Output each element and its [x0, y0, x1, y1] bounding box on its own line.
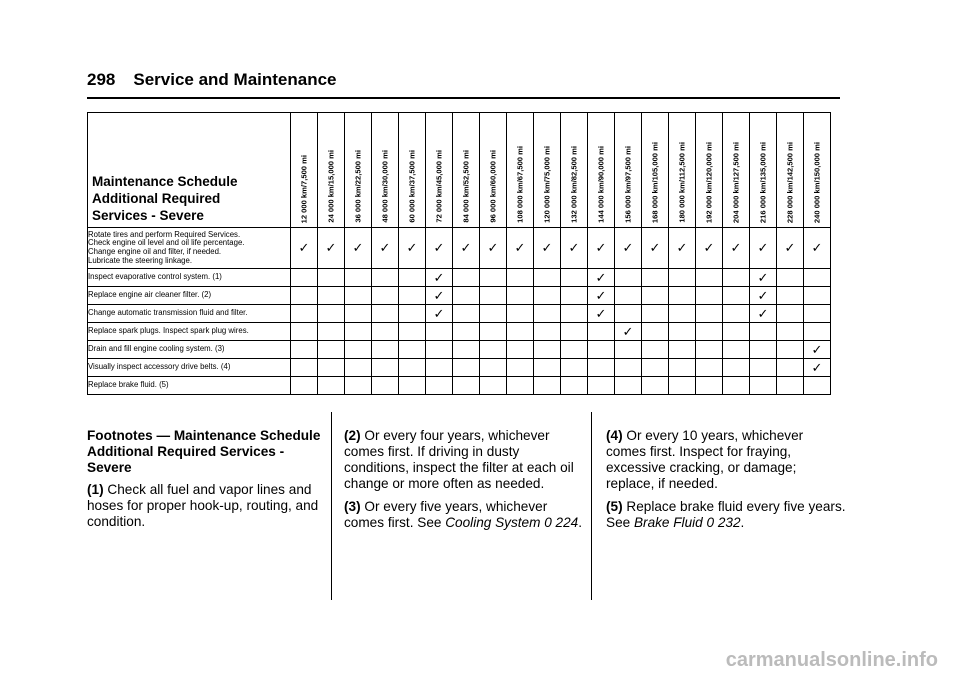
schedule-cell — [561, 341, 588, 359]
schedule-cell — [669, 359, 696, 377]
interval-header — [723, 113, 750, 228]
interval-label: 168 000 km/105,000 mi — [650, 141, 660, 223]
check-mark-icon: ✓ — [595, 269, 607, 285]
schedule-cell — [507, 359, 534, 377]
check-mark-icon: ✓ — [595, 305, 607, 321]
schedule-cell — [615, 377, 642, 395]
schedule-cell — [372, 359, 399, 377]
brake-fluid-link[interactable]: Brake Fluid — [633, 515, 703, 530]
interval-label: 36 000 km/22,500 mi — [353, 150, 363, 223]
schedule-cell — [615, 359, 642, 377]
schedule-cell — [777, 228, 804, 269]
schedule-cell — [561, 269, 588, 287]
page-header — [87, 70, 337, 90]
schedule-cell — [696, 377, 723, 395]
schedule-cell — [642, 341, 669, 359]
check-mark-icon: ✓ — [622, 323, 634, 339]
check-mark-icon: ✓ — [541, 240, 553, 255]
schedule-cell — [453, 228, 480, 269]
schedule-cell — [723, 305, 750, 323]
schedule-cell — [507, 305, 534, 323]
service-description — [88, 305, 291, 323]
page-number: 298 — [87, 70, 116, 89]
schedule-cell — [480, 287, 507, 305]
check-mark-icon: ✓ — [730, 240, 742, 255]
schedule-cell — [534, 287, 561, 305]
schedule-cell — [480, 323, 507, 341]
schedule-cell — [615, 228, 642, 269]
schedule-cell — [291, 305, 318, 323]
interval-header — [777, 113, 804, 228]
schedule-cell — [372, 269, 399, 287]
check-mark-icon: ✓ — [622, 240, 634, 255]
schedule-cell — [318, 287, 345, 305]
schedule-cell — [453, 341, 480, 359]
interval-header — [318, 113, 345, 228]
schedule-cell — [669, 377, 696, 395]
schedule-cell — [372, 228, 399, 269]
schedule-cell — [777, 269, 804, 287]
service-line: Visually inspect accessory drive belts. (4) — [88, 362, 231, 372]
schedule-cell — [588, 287, 615, 305]
schedule-cell — [777, 359, 804, 377]
footnote-2 — [344, 428, 584, 492]
check-mark-icon: ✓ — [433, 287, 445, 303]
table-title — [88, 113, 291, 228]
schedule-cell — [534, 269, 561, 287]
schedule-cell — [804, 269, 831, 287]
schedule-cell — [534, 305, 561, 323]
footnotes-column-2 — [344, 428, 584, 538]
schedule-cell — [750, 269, 777, 287]
page-reference[interactable]: 0 232 — [702, 515, 741, 530]
schedule-cell — [561, 359, 588, 377]
interval-header — [804, 113, 831, 228]
schedule-cell — [561, 228, 588, 269]
check-mark-icon: ✓ — [811, 240, 823, 255]
schedule-cell — [642, 287, 669, 305]
schedule-cell — [291, 269, 318, 287]
schedule-cell — [534, 228, 561, 269]
interval-label: 96 000 km/60,000 mi — [488, 150, 498, 223]
schedule-cell — [588, 323, 615, 341]
interval-label: 84 000 km/52,500 mi — [461, 150, 471, 223]
schedule-cell — [804, 228, 831, 269]
footnote-text: Or every 10 years, whichever comes first. Inspect for fraying, excessive cracking, or damage; replace, if needed. — [606, 428, 804, 491]
check-mark-icon: ✓ — [703, 240, 715, 255]
schedule-cell — [615, 305, 642, 323]
footnote-number: (1) — [87, 482, 104, 497]
schedule-cell — [345, 359, 372, 377]
schedule-cell — [507, 377, 534, 395]
schedule-cell — [426, 228, 453, 269]
table-row — [88, 228, 831, 269]
schedule-cell — [318, 377, 345, 395]
check-mark-icon: ✓ — [352, 240, 364, 255]
table-title-line: Maintenance Schedule — [92, 174, 238, 189]
schedule-cell — [399, 323, 426, 341]
service-line: Change engine oil and filter, if needed. — [88, 247, 222, 256]
schedule-cell — [480, 341, 507, 359]
section-title: Service and Maintenance — [133, 70, 337, 89]
service-line: Replace brake fluid. (5) — [88, 380, 169, 390]
footnote-3: (3) Or every five years, whichever comes first. See Cooling System 0 224. — [344, 499, 583, 530]
interval-header — [399, 113, 426, 228]
check-mark-icon: ✓ — [406, 240, 418, 255]
interval-label: 180 000 km/112,500 mi — [677, 142, 687, 223]
schedule-cell — [723, 323, 750, 341]
schedule-cell — [291, 377, 318, 395]
schedule-cell — [426, 323, 453, 341]
header-rule — [87, 97, 840, 99]
schedule-cell — [453, 305, 480, 323]
schedule-cell — [399, 269, 426, 287]
footnotes-column-1 — [87, 428, 327, 537]
schedule-cell — [750, 359, 777, 377]
schedule-cell — [723, 269, 750, 287]
schedule-cell — [615, 269, 642, 287]
check-mark-icon: ✓ — [433, 240, 445, 255]
schedule-cell — [318, 323, 345, 341]
schedule-cell — [669, 287, 696, 305]
interval-header — [696, 113, 723, 228]
schedule-cell — [777, 323, 804, 341]
service-line: Drain and fill engine cooling system. (3) — [88, 344, 225, 354]
table-row — [88, 269, 831, 287]
schedule-cell — [777, 287, 804, 305]
table-row — [88, 341, 831, 359]
schedule-cell — [372, 341, 399, 359]
service-description — [88, 377, 291, 395]
schedule-cell — [318, 269, 345, 287]
interval-header — [291, 113, 318, 228]
check-mark-icon: ✓ — [649, 240, 661, 255]
schedule-cell — [723, 341, 750, 359]
interval-header — [426, 113, 453, 228]
interval-header — [453, 113, 480, 228]
schedule-cell — [615, 341, 642, 359]
schedule-cell — [750, 305, 777, 323]
schedule-cell — [642, 377, 669, 395]
interval-header — [750, 113, 777, 228]
schedule-cell — [750, 287, 777, 305]
table-row — [88, 305, 831, 323]
service-line: Replace spark plugs. Inspect spark plug wires. — [88, 326, 249, 336]
schedule-cell — [588, 228, 615, 269]
schedule-cell — [507, 323, 534, 341]
interval-label: 132 000 km/82,500 mi — [569, 146, 579, 223]
schedule-cell — [804, 359, 831, 377]
schedule-cell — [345, 228, 372, 269]
schedule-cell — [345, 287, 372, 305]
check-mark-icon: ✓ — [811, 341, 823, 357]
interval-header — [372, 113, 399, 228]
schedule-cell — [615, 323, 642, 341]
interval-label: 48 000 km/30,000 mi — [380, 150, 390, 223]
footnotes-title: Footnotes — Maintenance Schedule Additional Required Services - Severe — [87, 428, 321, 475]
check-mark-icon: ✓ — [568, 240, 580, 255]
interval-header — [561, 113, 588, 228]
check-mark-icon: ✓ — [325, 240, 337, 255]
schedule-cell — [588, 359, 615, 377]
cooling-system-link[interactable]: Cooling System — [445, 515, 541, 530]
check-mark-icon: ✓ — [514, 240, 526, 255]
schedule-cell — [804, 287, 831, 305]
interval-header — [345, 113, 372, 228]
schedule-cell — [291, 287, 318, 305]
schedule-cell — [669, 341, 696, 359]
schedule-cell — [696, 269, 723, 287]
schedule-cell — [345, 269, 372, 287]
table-row — [88, 287, 831, 305]
check-mark-icon: ✓ — [460, 240, 472, 255]
schedule-cell — [588, 377, 615, 395]
schedule-cell — [561, 323, 588, 341]
schedule-cell — [453, 323, 480, 341]
schedule-cell — [615, 287, 642, 305]
check-mark-icon: ✓ — [433, 269, 445, 285]
schedule-cell — [642, 359, 669, 377]
check-mark-icon: ✓ — [757, 240, 769, 255]
schedule-cell — [696, 287, 723, 305]
schedule-cell — [426, 341, 453, 359]
check-mark-icon: ✓ — [757, 287, 769, 303]
schedule-cell — [696, 305, 723, 323]
service-description — [88, 359, 291, 377]
schedule-cell — [507, 287, 534, 305]
interval-label: 216 000 km/135,000 mi — [758, 141, 768, 223]
check-mark-icon: ✓ — [487, 240, 499, 255]
footnote-1 — [87, 482, 327, 530]
table-row — [88, 323, 831, 341]
schedule-cell — [318, 359, 345, 377]
schedule-cell — [561, 305, 588, 323]
schedule-cell — [399, 359, 426, 377]
schedule-cell — [480, 269, 507, 287]
schedule-cell — [372, 377, 399, 395]
interval-header — [588, 113, 615, 228]
table-row — [88, 359, 831, 377]
schedule-cell — [534, 377, 561, 395]
footnote-text: Or every four years, whichever comes first. If driving in dusty conditions, inspect the filter at each oil change or more often as needed. — [344, 428, 574, 491]
interval-header — [507, 113, 534, 228]
footnote-number: (4) — [606, 428, 623, 443]
schedule-cell — [345, 377, 372, 395]
schedule-cell — [399, 341, 426, 359]
schedule-cell — [669, 305, 696, 323]
interval-label: 144 000 km/90,000 mi — [596, 146, 606, 223]
check-mark-icon: ✓ — [298, 240, 310, 255]
interval-header — [669, 113, 696, 228]
page-reference[interactable]: 0 224 — [540, 515, 579, 530]
interval-label: 120 000 km/75,000 mi — [542, 146, 552, 223]
schedule-cell — [804, 305, 831, 323]
interval-label: 12 000 km/7,500 mi — [299, 154, 309, 223]
schedule-cell — [453, 287, 480, 305]
service-line: Check engine oil level and oil life percentage. — [88, 238, 245, 248]
schedule-cell — [750, 228, 777, 269]
service-description — [88, 323, 291, 341]
schedule-cell — [399, 377, 426, 395]
schedule-cell — [480, 377, 507, 395]
schedule-cell — [345, 305, 372, 323]
interval-label: 228 000 km/142,500 mi — [785, 141, 795, 223]
schedule-cell — [804, 323, 831, 341]
schedule-cell — [642, 228, 669, 269]
schedule-cell — [453, 359, 480, 377]
schedule-cell — [345, 341, 372, 359]
schedule-cell — [696, 341, 723, 359]
schedule-cell — [777, 305, 804, 323]
schedule-cell — [723, 359, 750, 377]
check-mark-icon: ✓ — [757, 269, 769, 285]
service-description — [88, 341, 291, 359]
interval-label: 24 000 km/15,000 mi — [326, 150, 336, 223]
check-mark-icon: ✓ — [757, 305, 769, 321]
service-description — [88, 269, 291, 287]
service-line: Replace engine air cleaner filter. (2) — [88, 290, 212, 300]
service-line: Inspect evaporative control system. (1) — [88, 272, 222, 282]
service-line: Change automatic transmission fluid and filter. — [88, 308, 248, 318]
schedule-cell — [318, 228, 345, 269]
check-mark-icon: ✓ — [433, 305, 445, 321]
schedule-cell — [561, 287, 588, 305]
service-description — [88, 228, 291, 269]
schedule-cell — [642, 269, 669, 287]
schedule-cell — [507, 341, 534, 359]
interval-label: 240 000 km/150,000 mi — [812, 141, 822, 223]
schedule-cell — [804, 377, 831, 395]
interval-label: 156 000 km/97,500 mi — [623, 146, 633, 223]
schedule-cell — [291, 359, 318, 377]
interval-label: 204 000 km/127,500 mi — [731, 141, 741, 223]
schedule-cell — [696, 359, 723, 377]
table-title-line: Additional Required — [92, 191, 221, 206]
schedule-cell — [507, 228, 534, 269]
service-line: Rotate tires and perform Required Services. — [88, 229, 241, 239]
schedule-cell — [723, 228, 750, 269]
schedule-cell — [750, 323, 777, 341]
service-description — [88, 287, 291, 305]
schedule-cell — [372, 305, 399, 323]
maintenance-schedule-table — [87, 112, 831, 395]
schedule-cell — [453, 377, 480, 395]
schedule-cell — [399, 305, 426, 323]
schedule-cell — [534, 323, 561, 341]
check-mark-icon: ✓ — [676, 240, 688, 255]
schedule-cell — [561, 377, 588, 395]
interval-label: 60 000 km/37,500 mi — [407, 150, 417, 223]
schedule-cell — [480, 305, 507, 323]
schedule-cell — [534, 341, 561, 359]
schedule-cell — [318, 305, 345, 323]
footnote-text: Check all fuel and vapor lines and hoses for proper hook-up, routing, and condition. — [87, 482, 319, 529]
schedule-cell — [534, 359, 561, 377]
schedule-cell — [291, 341, 318, 359]
interval-label: 108 000 km/67,500 mi — [515, 146, 525, 223]
column-divider — [591, 412, 592, 600]
schedule-cell — [804, 341, 831, 359]
schedule-cell — [669, 228, 696, 269]
schedule-cell — [426, 377, 453, 395]
schedule-cell — [669, 323, 696, 341]
schedule-cell — [750, 377, 777, 395]
schedule-cell — [588, 305, 615, 323]
check-mark-icon: ✓ — [595, 287, 607, 303]
schedule-cell — [777, 377, 804, 395]
interval-label: 192 000 km/120,000 mi — [704, 141, 714, 223]
schedule-cell — [291, 323, 318, 341]
schedule-cell — [642, 323, 669, 341]
footnote-5: (5) Replace brake fluid every five years. See Brake Fluid 0 232. — [606, 499, 846, 530]
schedule-cell — [426, 287, 453, 305]
schedule-cell — [507, 269, 534, 287]
schedule-cell — [399, 228, 426, 269]
schedule-cell — [345, 323, 372, 341]
schedule-cell — [588, 341, 615, 359]
interval-label: 72 000 km/45,000 mi — [434, 150, 444, 223]
footnote-text: Or every five years, whichever comes first. See — [344, 499, 548, 530]
schedule-cell — [318, 341, 345, 359]
schedule-cell — [723, 287, 750, 305]
check-mark-icon: ✓ — [595, 240, 607, 255]
schedule-cell — [291, 228, 318, 269]
footnotes-column-3 — [606, 428, 846, 538]
schedule-cell — [372, 323, 399, 341]
interval-header — [534, 113, 561, 228]
interval-header — [480, 113, 507, 228]
schedule-cell — [480, 359, 507, 377]
service-line: Lubricate the steering linkage. — [88, 255, 193, 265]
table-title-line: Services - Severe — [92, 208, 204, 223]
table-row — [88, 377, 831, 395]
schedule-cell — [750, 341, 777, 359]
interval-header — [615, 113, 642, 228]
check-mark-icon: ✓ — [811, 359, 823, 375]
schedule-cell — [426, 305, 453, 323]
footnote-number: (5) — [606, 499, 623, 514]
schedule-cell — [372, 287, 399, 305]
schedule-cell — [399, 287, 426, 305]
schedule-cell — [669, 269, 696, 287]
schedule-cell — [426, 269, 453, 287]
schedule-cell — [696, 323, 723, 341]
schedule-cell — [588, 269, 615, 287]
schedule-cell — [426, 359, 453, 377]
check-mark-icon: ✓ — [784, 240, 796, 255]
watermark: carmanualsonline.info — [725, 649, 938, 671]
footnote-4 — [606, 428, 846, 492]
schedule-cell — [723, 377, 750, 395]
interval-header — [642, 113, 669, 228]
column-divider — [331, 412, 332, 600]
schedule-cell — [453, 269, 480, 287]
schedule-cell — [480, 228, 507, 269]
schedule-cell — [642, 305, 669, 323]
footnote-number: (2) — [344, 428, 361, 443]
footnote-number: (3) — [344, 499, 361, 514]
schedule-cell — [777, 341, 804, 359]
schedule-cell — [696, 228, 723, 269]
check-mark-icon: ✓ — [379, 240, 391, 255]
footnote-text: Replace brake fluid every five years. See — [606, 499, 846, 530]
